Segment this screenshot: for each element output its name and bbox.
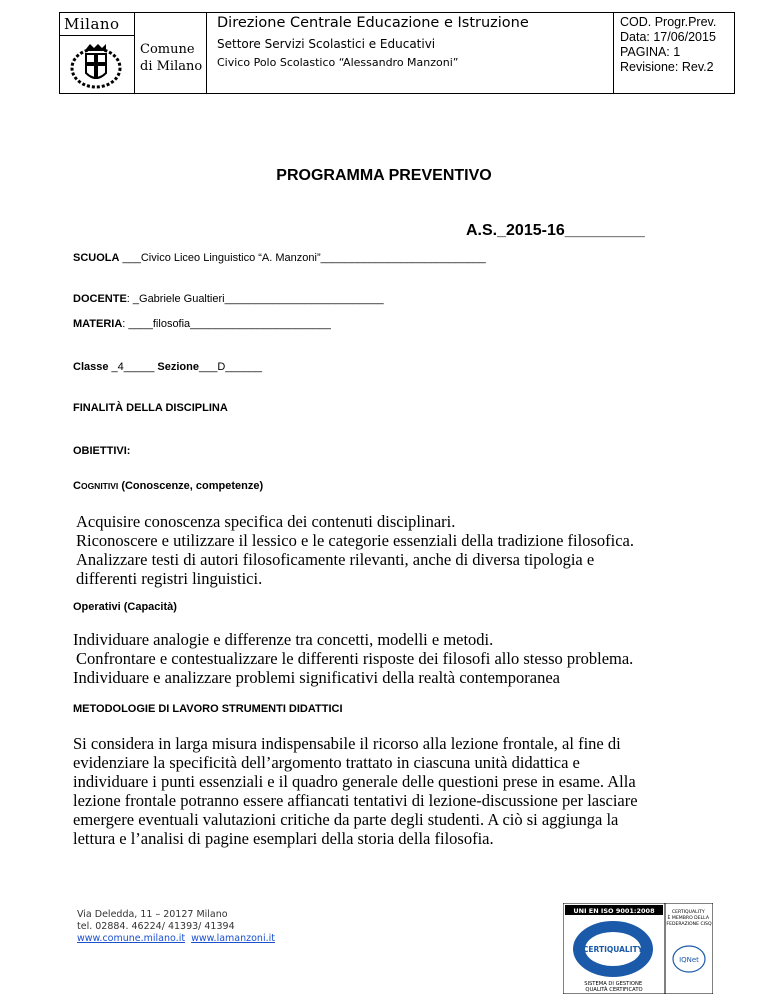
field-materia: MATERIA: ____filosofia_______________________: [73, 318, 331, 330]
field-classe-sezione: Classe _4_____ Sezione___D______: [73, 361, 263, 373]
cert-system: SISTEMA DI GESTIONE QUALITÀ CERTIFICATO: [584, 981, 643, 993]
iqnet-label: IQNet: [679, 956, 699, 964]
field-scuola: SCUOLA ___Civico Liceo Linguistico “A. Manzoni”___________________________: [73, 252, 486, 264]
list-item: differenti registri linguistici.: [76, 569, 263, 588]
meta-revisione: Revisione: Rev.2: [620, 60, 714, 74]
list-item: Acquisire conoscenza specifica dei contenuti disciplinari.: [76, 512, 456, 531]
heading-obiettivi: OBIETTIVI:: [73, 445, 131, 457]
link-lamanzoni[interactable]: www.lamanzoni.it: [191, 933, 275, 944]
meta-data: Data: 17/06/2015: [620, 30, 716, 44]
header-title: Direzione Centrale Educazione e Istruzione: [217, 15, 529, 31]
cert-iso-label: UNI EN ISO 9001:2008: [573, 907, 655, 915]
operativi-list: [73, 630, 633, 687]
header-subtitle: Settore Servizi Scolastici e Educativi: [217, 37, 436, 51]
list-item: Confrontare e contestualizzare le differenti risposte dei filosofi allo stesso problema.: [76, 649, 634, 668]
list-item: Individuare e analizzare problemi significativi della realtà contemporanea: [73, 668, 560, 687]
document-title: PROGRAMMA PREVENTIVO: [276, 167, 492, 184]
footer-address: Via Deledda, 11 – 20127 Milano tel. 02884. 46224/ 41393/ 41394 www.comune.milano.it www.lamanzoni.it: [77, 909, 275, 944]
list-item: Riconoscere e utilizzare il lessico e le categorie essenziali della tradizione filosofica.: [76, 531, 634, 550]
heading-finalita: FINALITÀ DELLA DISCIPLINA: [73, 402, 228, 414]
meta-pagina: PAGINA: 1: [620, 45, 681, 59]
field-docente: DOCENTE: _Gabriele Gualtieri__________________________: [73, 293, 384, 305]
milano-wordmark: Milano: [64, 15, 120, 33]
link-comune[interactable]: www.comune.milano.it: [77, 933, 186, 944]
meta-cod: COD. Progr.Prev.: [620, 15, 717, 29]
document-header: [59, 12, 735, 94]
cert-member: CERTIQUALITY È MEMBRO DELLA FEDERAZIONE CISQ: [666, 910, 712, 927]
heading-cognitivi: COGNITIVI (Conoscenze, competenze): [73, 480, 264, 492]
anno-scolastico: A.S._2015-16_________: [466, 222, 645, 239]
heading-operativi: Operativi (Capacità): [73, 601, 177, 613]
metodologie-paragraph: Si considera in larga misura indispensabile il ricorso alla lezione frontale, al fine di evidenziare la specificità dell’argomento trattato in ciascuna unità didattica e individuare i punti essenziali e il quadro generale delle questioni prese in esame. Alla lezione frontale potranno essere affiancati tentativi di lezione-discussione per lasciare emergere eventuali valutazioni critiche da parte degli studenti. A ciò si aggiunga la lettura e l’analisi di pagine esemplari della storia della filosofia.: [73, 734, 638, 848]
header-meta: [613, 13, 735, 93]
header-titles: [207, 13, 612, 93]
list-item: Analizzare testi di autori filosoficamente rilevanti, anche di diversa tipologia e: [76, 550, 595, 569]
header-school: Civico Polo Scolastico “Alessandro Manzoni”: [217, 56, 459, 69]
cert-brand: CERTIQUALITY: [582, 945, 644, 954]
heading-metodologie: METODOLOGIE DI LAVORO STRUMENTI DIDATTICI: [73, 703, 343, 715]
cognitivi-list: [76, 512, 634, 588]
comune-label: Comune di Milano: [140, 42, 203, 74]
logo-cell: [60, 13, 207, 93]
list-item: Individuare analogie e differenze tra concetti, modelli e metodi.: [73, 630, 494, 649]
milano-crest-icon: [66, 41, 126, 89]
certiquality-logo: [563, 903, 713, 994]
